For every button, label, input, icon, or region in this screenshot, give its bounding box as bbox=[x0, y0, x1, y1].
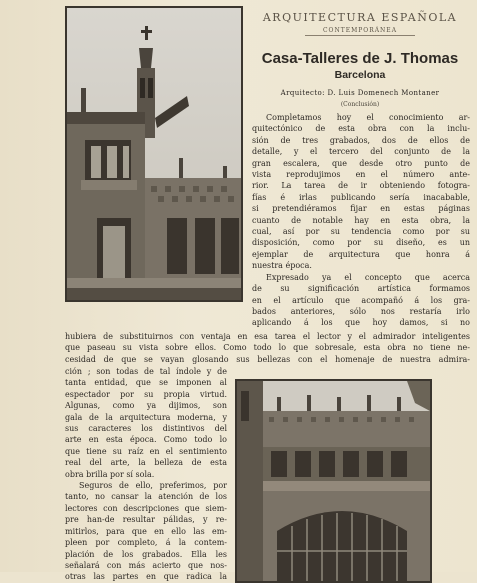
article-title: Casa-Talleres de J. Thomas bbox=[261, 50, 459, 67]
text-line: en el artículo que acompañó á los gra- bbox=[252, 295, 470, 305]
text-line: aplicando á los que hoy damos, si no bbox=[252, 318, 470, 328]
text-line: señalará con más acierto que nos- bbox=[65, 560, 227, 570]
text-line: ción ; son todas de tal índole y de bbox=[65, 367, 227, 376]
continuation-note: (Conclusión) bbox=[340, 101, 380, 108]
text-line: pre han-de resultar pálidas, y re- bbox=[65, 515, 227, 525]
text-line: otras las partes en que radica la bbox=[65, 572, 227, 582]
full-width-text bbox=[65, 331, 470, 365]
text-line: vista reprodujimos en el número ante- bbox=[252, 170, 470, 180]
text-line: Algunas, como ya dijimos, son bbox=[65, 401, 227, 411]
text-line: que paseau su vista sobre ellos. Como todo lo que sobresale, esta obra no tiene ne- bbox=[65, 343, 470, 353]
header-divider bbox=[305, 35, 415, 36]
text-line: obra brilla por sí sola. bbox=[65, 469, 155, 479]
text-line: cual, así por su tendencia como por su bbox=[252, 227, 470, 237]
text-line: Expresado ya el concepto que acerca bbox=[266, 272, 470, 282]
text-line: mitirlos, para que en ello las em- bbox=[65, 526, 227, 536]
text-line: cesidad de que se vayan glosando sus bellezas con el homenaje de nuestra admira- bbox=[65, 354, 470, 364]
text-line: fías é irlas publicando sería inacabable, bbox=[252, 192, 470, 202]
text-line: gala de la arquitectura moderna, y bbox=[65, 412, 227, 422]
text-line: gran escalera, que desde otro punto de bbox=[252, 158, 470, 168]
text-line: quitectónico de esta obra con la inclu- bbox=[252, 124, 470, 134]
text-line: arte en esta época. Como todo lo bbox=[65, 435, 227, 445]
text-line: bados anteriores, sólo nos restaría irlo bbox=[252, 306, 470, 316]
text-line: rior. La tarea de ir obteniendo fotogra- bbox=[252, 181, 470, 191]
text-line: tanta entidad, que se imponen al bbox=[65, 378, 227, 388]
article-author: Arquitecto: D. Luis Domenech Montaner bbox=[280, 89, 440, 97]
text-line: que tiene su raíz en el sentimiento bbox=[65, 446, 227, 456]
text-line: Completamos hoy el conocimiento ar- bbox=[266, 113, 470, 122]
text-line: de su significación artística formamos bbox=[252, 284, 470, 294]
text-line: disposición, como por su diseño, es un bbox=[252, 238, 470, 248]
text-line: sión de tres grabados, dos de ellos de bbox=[252, 135, 470, 145]
text-line: espectador por su propia virtud. bbox=[65, 389, 227, 399]
text-line: hubiera de substituirnos con ventaja en esa tarea el lector y el admirador inteligentes bbox=[65, 332, 470, 341]
text-line: Seguros de ello, preferimos, por bbox=[79, 481, 227, 491]
text-line: si pretendiéramos fijar en estas páginas bbox=[252, 204, 470, 214]
text-line: tanto, no cansar la atención de los bbox=[65, 492, 227, 502]
building-corner-photo bbox=[65, 6, 243, 302]
text-line: lectores con descripciones que siem- bbox=[65, 503, 227, 513]
text-line: cuanto de notable hay en esta obra, la bbox=[252, 215, 470, 225]
text-line: ejemplar de arquitectura que honra á bbox=[252, 249, 470, 259]
section-title: ARQUITECTURA ESPAÑOLA bbox=[262, 11, 458, 24]
text-line: pleen por completo, á la contem- bbox=[65, 538, 227, 548]
section-subtitle: CONTEMPORÁNEA bbox=[322, 27, 398, 34]
text-line: real del arte, la belleza de esta bbox=[65, 458, 227, 468]
text-line: plación de los grabados. Ella les bbox=[65, 549, 227, 559]
text-line: nuestra época. bbox=[252, 261, 312, 271]
text-line: detalle, y el tercero del conjunto de la bbox=[252, 147, 470, 157]
article-place: Barcelona bbox=[334, 69, 386, 81]
building-facade-photo bbox=[235, 379, 432, 583]
text-line: sus caracteres los distintivos del bbox=[65, 424, 227, 434]
left-column-text bbox=[65, 366, 227, 583]
right-column-text bbox=[252, 112, 470, 329]
